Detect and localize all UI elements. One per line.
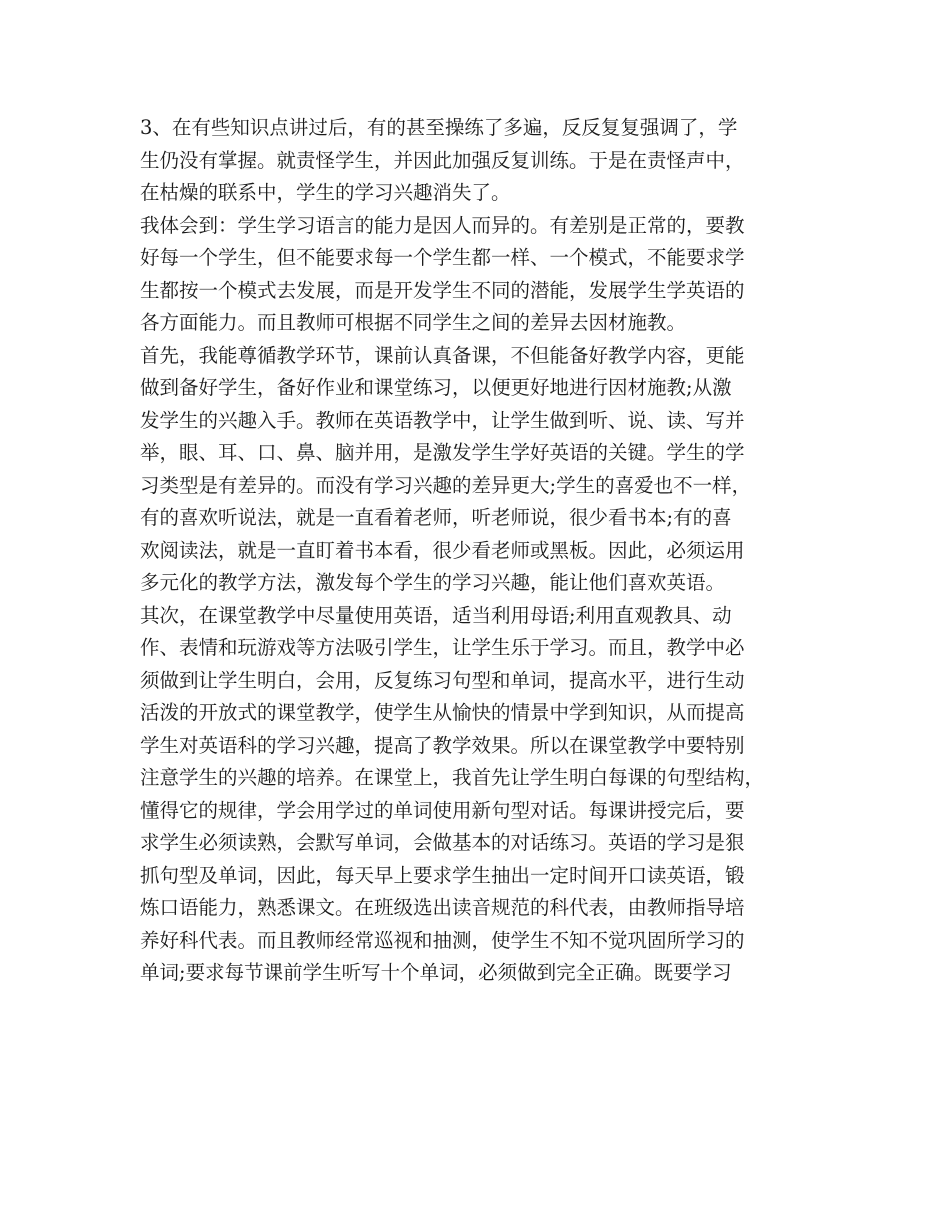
text-line: 我体会到：学生学习语言的能力是因人而异的。有差别是正常的，要教	[140, 213, 745, 237]
text-line: 有的喜欢听说法，就是一直看着老师，听老师说，很少看书本;有的喜	[140, 506, 732, 529]
text-line: 在枯燥的联系中，学生的学习兴趣消失了。	[140, 181, 511, 204]
text-line: 生仍没有掌握。就责怪学生，并因此加强反复训练。于是在责怪声中，	[140, 148, 745, 172]
text-line: 须做到让学生明白，会用，反复练习句型和单词，提高水平，进行生动	[140, 668, 745, 692]
text-line: 作、表情和玩游戏等方法吸引学生，让学生乐于学习。而且，教学中必	[140, 636, 745, 659]
text-line: 生都按一个模式去发展，而是开发学生不同的潜能，发展学生学英语的	[140, 278, 745, 302]
text-line: 习类型是有差异的。而没有学习兴趣的差异更大;学生的喜爱也不一样，	[140, 473, 752, 497]
text-line: 其次，在课堂教学中尽量使用英语，适当利用母语;利用直观教具、动	[140, 603, 732, 627]
text-line: 炼口语能力，熟悉课文。在班级选出读音规范的科代表，由教师指导培	[140, 896, 745, 919]
text-line: 单词;要求每节课前学生听写十个单词，必须做到完全正确。既要学习	[140, 961, 732, 984]
text-line: 懂得它的规律，学会用学过的单词使用新句型对话。每课讲授完后，要	[140, 798, 745, 822]
text-line: 首先，我能尊循教学环节，课前认真备课，不但能备好教学内容，更能	[140, 343, 745, 367]
text-line: 多元化的教学方法，激发每个学生的学习兴趣，能让他们喜欢英语。	[140, 571, 726, 594]
text-line: 活泼的开放式的课堂教学，使学生从愉快的情景中学到知识，从而提高	[140, 701, 745, 724]
text-line: 注意学生的兴趣的培养。在课堂上，我首先让学生明白每课的句型结构，	[140, 766, 765, 789]
text-line: 好每一个学生，但不能要求每一个学生都一样、一个模式，不能要求学	[140, 246, 745, 269]
text-line: 举，眼、耳、口、鼻、脑并用，是激发学生学好英语的关键。学生的学	[140, 441, 745, 464]
text-line: 抓句型及单词，因此，每天早上要求学生抽出一定时间开口读英语，锻	[140, 863, 745, 887]
text-line: 各方面能力。而且教师可根据不同学生之间的差异去因材施教。	[140, 311, 687, 334]
text-line: 求学生必须读熟，会默写单词，会做基本的对话练习。英语的学习是狠	[140, 831, 745, 854]
text-line: 做到备好学生，备好作业和课堂练习，以便更好地进行因材施教;从激	[140, 376, 732, 399]
document-body	[140, 112, 830, 990]
text-line: 欢阅读法，就是一直盯着书本看，很少看老师或黑板。因此，必须运用	[140, 538, 745, 562]
text-line: 学生对英语科的学习兴趣，提高了教学效果。所以在课堂教学中要特别	[140, 733, 745, 757]
text-line: 养好科代表。而且教师经常巡视和抽测，使学生不知不觉巩固所学习的	[140, 928, 745, 952]
text-line: 发学生的兴趣入手。教师在英语教学中，让学生做到听、说、读、写并	[140, 408, 745, 432]
text-line: 3、在有些知识点讲过后，有的甚至操练了多遍，反反复复强调了，学	[140, 116, 738, 139]
